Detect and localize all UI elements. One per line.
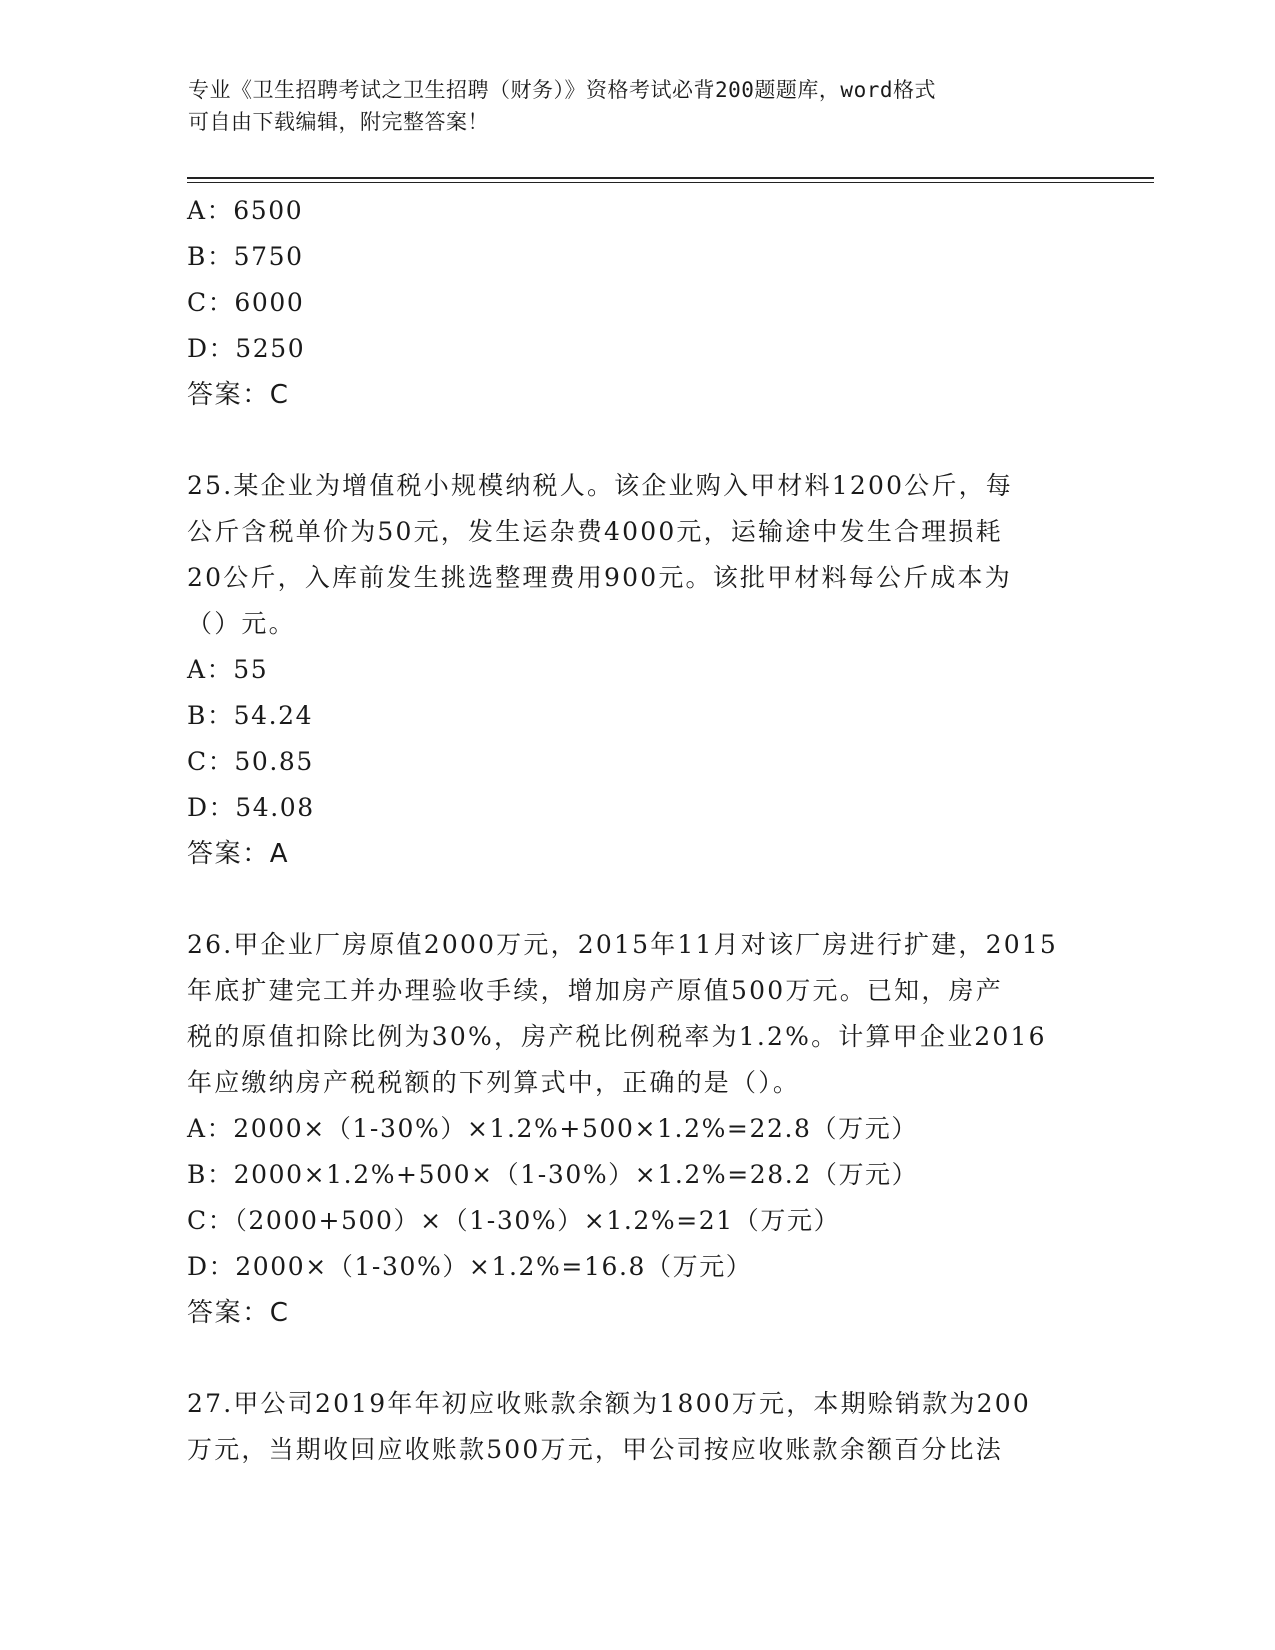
header-rule-thick bbox=[187, 177, 1154, 179]
header-rule-thin bbox=[187, 182, 1154, 183]
question-24-block bbox=[187, 188, 1087, 418]
question-stem bbox=[187, 922, 1087, 1106]
option-c: C：6000 bbox=[187, 288, 305, 317]
question-26-block bbox=[187, 922, 1087, 1336]
option-a: A：6500 bbox=[187, 196, 304, 225]
option-a: A：2000×（1-30%）×1.2%+500×1.2%=22.8（万元） bbox=[187, 1114, 918, 1143]
document-body bbox=[187, 188, 1087, 1473]
stem-line: （）元。 bbox=[187, 609, 296, 638]
option-d: D：2000×（1-30%）×1.2%=16.8（万元） bbox=[187, 1252, 753, 1281]
stem-line: 25.某企业为增值税小规模纳税人。该企业购入甲材料1200公斤，每 bbox=[187, 471, 1013, 500]
option-c: C：50.85 bbox=[187, 747, 314, 776]
question-stem bbox=[187, 463, 1087, 647]
header-line-1: 专业《卫生招聘考试之卫生招聘（财务）》资格考试必背200题题库，word格式 bbox=[188, 78, 936, 102]
stem-line: 26.甲企业厂房原值2000万元，2015年11月对该厂房进行扩建，2015 bbox=[187, 930, 1059, 959]
option-b: B：5750 bbox=[187, 242, 304, 271]
option-d: D：54.08 bbox=[187, 793, 315, 822]
option-c: C：（2000+500）×（1-30%）×1.2%=21（万元） bbox=[187, 1206, 841, 1235]
stem-line: 税的原值扣除比例为30%，房产税比例税率为1.2%。计算甲企业2016 bbox=[187, 1022, 1047, 1051]
stem-line: 公斤含税单价为50元，发生运杂费4000元，运输途中发生合理损耗 bbox=[187, 517, 1003, 546]
document-header bbox=[188, 74, 1088, 138]
stem-line: 年应缴纳房产税税额的下列算式中，正确的是（）。 bbox=[187, 1068, 801, 1097]
option-b: B：54.24 bbox=[187, 701, 314, 730]
stem-line: 万元，当期收回应收账款500万元，甲公司按应收账款余额百分比法 bbox=[187, 1435, 1003, 1464]
stem-line: 27.甲公司2019年年初应收账款余额为1800万元，本期赊销款为200 bbox=[187, 1389, 1031, 1418]
stem-line: 20公斤，入库前发生挑选整理费用900元。该批甲材料每公斤成本为 bbox=[187, 563, 1012, 592]
stem-line: 年底扩建完工并办理验收手续，增加房产原值500万元。已知，房产 bbox=[187, 976, 1003, 1005]
header-line-2: 可自由下载编辑，附完整答案！ bbox=[188, 110, 489, 134]
question-stem bbox=[187, 1381, 1087, 1473]
answer-line: 答案：C bbox=[187, 1298, 290, 1328]
answer-line: 答案：A bbox=[187, 839, 290, 869]
option-b: B：2000×1.2%+500×（1-30%）×1.2%=28.2（万元） bbox=[187, 1160, 919, 1189]
question-27-block bbox=[187, 1381, 1087, 1473]
question-25-block bbox=[187, 463, 1087, 877]
option-a: A：55 bbox=[187, 655, 269, 684]
answer-line: 答案：C bbox=[187, 380, 290, 410]
option-d: D：5250 bbox=[187, 334, 306, 363]
